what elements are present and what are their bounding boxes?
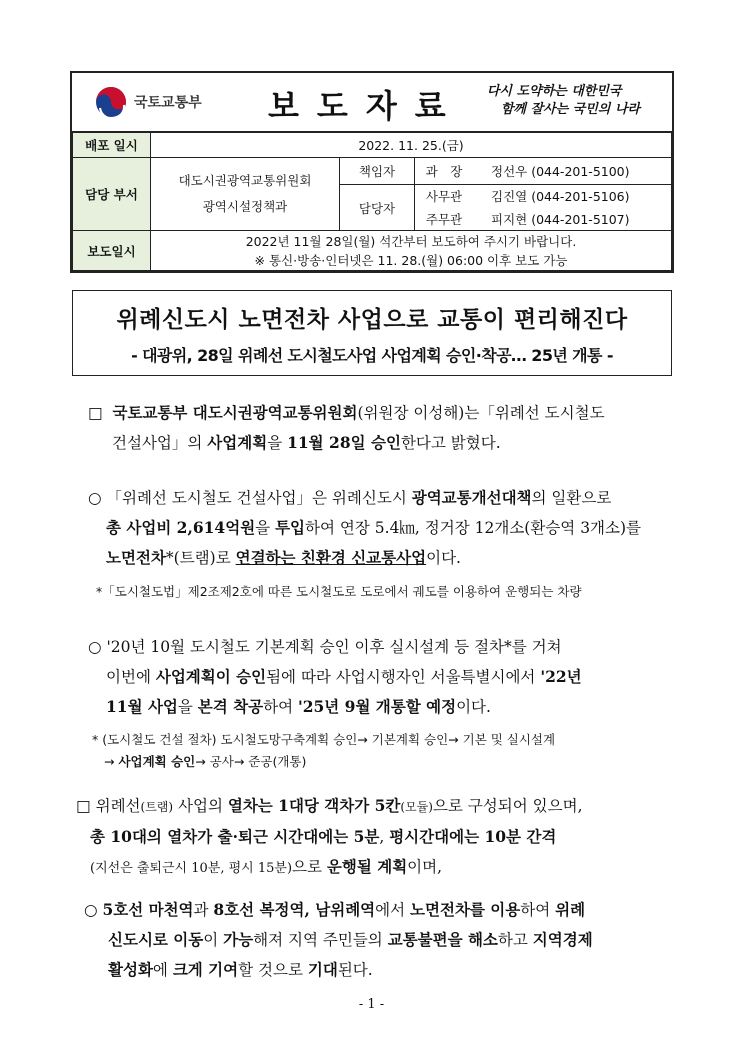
ministry-logo	[94, 85, 202, 119]
paragraph-1	[88, 398, 605, 458]
dept-name-line-2: 광역시설정책과	[202, 199, 288, 214]
p4-text: ,	[379, 828, 390, 846]
staff1-name: 김진열 (044-201-5106)	[473, 185, 672, 208]
responsible-title: 과 장	[415, 158, 474, 185]
square-bullet: □	[88, 404, 103, 422]
dept-label: 담당 부서	[73, 158, 151, 231]
paragraph-5	[84, 895, 593, 985]
page-number: - 1 -	[358, 997, 385, 1012]
footnote-2	[92, 729, 555, 773]
p5-bold: 위례	[555, 900, 586, 919]
p3-bold: 본격 착공	[197, 697, 264, 716]
p5-bold: 5호선 마천역	[102, 900, 194, 919]
responsible-name: 정선우 (044-201-5100)	[473, 158, 672, 185]
p5-bold: 활성화	[108, 960, 153, 979]
p3-text: 이다.	[456, 698, 491, 716]
dept-value	[151, 158, 340, 231]
dept-name-line-1: 대도시권광역교통위원회	[178, 173, 312, 188]
p4-bold: 운행될 계획	[326, 857, 408, 876]
p2-text: 하여 연장 5.4㎞, 정거장 12개소(환승역 3개소)를	[305, 519, 642, 537]
p4-bold: 열차는 1대당 객차가 5칸	[227, 796, 401, 815]
p2-text: 을	[255, 519, 276, 537]
p1-text: 한다고 밝혔다.	[400, 434, 501, 452]
p4-text: 위례선	[95, 797, 141, 815]
headline-title: 위례신도시 노면전차 사업으로 교통이 편리해진다	[116, 307, 628, 333]
responsible-label: 책임자	[340, 158, 415, 185]
ministry-name: 국토교통부	[134, 95, 202, 111]
doc-type-title: 보도자료	[268, 87, 464, 125]
p3-bold: '25년 9월 개통할 예정	[297, 697, 457, 716]
footnote-2-bold: 사업계획 승인	[118, 754, 196, 769]
p4-small: (트램)	[140, 800, 174, 814]
p1-text: 건설사업」의	[112, 434, 208, 452]
p5-bold: 노면전차를 이용	[410, 900, 521, 919]
dist-date-value: 2022. 11. 25.(금)	[151, 133, 672, 158]
p3-bold: 11월 사업	[106, 697, 178, 716]
p2-bold: 노면전차	[106, 548, 166, 567]
press-header	[70, 71, 674, 273]
p2-text: 이다.	[426, 549, 461, 567]
release-line-2: ※ 통신·방송·인터넷은 11. 28.(월) 06:00 이후 보도 가능	[254, 252, 568, 268]
release-label: 보도일시	[73, 231, 151, 271]
p4-text: 이며,	[407, 858, 443, 876]
footnote-2-text: → 공사→ 준공(개통)	[195, 754, 307, 769]
government-slogan	[487, 83, 640, 119]
p5-bold: 크게 기여	[172, 960, 239, 979]
p4-small: (지선은 출퇴근시 10분, 평시 15분)	[90, 861, 293, 876]
p3-text: 됨에 따라 사업시행자인 서울특별시에서	[266, 668, 541, 686]
p3-bold: 사업계획이 승인	[155, 667, 267, 686]
p5-bold: 기대	[307, 960, 338, 979]
footnote-2-line-1: * (도시철도 건설 절차) 도시철도망구축계획 승인→ 기본계획 승인→ 기본 및 실시설계	[92, 732, 556, 747]
headline-subtitle: - 대광위, 28일 위례선 도시철도사업 사업계획 승인·착공… 25년 개통 -	[131, 346, 613, 365]
p5-text: 에	[152, 961, 173, 979]
p5-text: 이	[203, 931, 224, 949]
p3-bold: '22년	[540, 667, 582, 686]
circle-bullet: ○	[88, 489, 102, 507]
info-table	[72, 132, 672, 271]
p4-bold: 총 10대의 열차가 출·퇴근 시간대에는 5분	[90, 827, 380, 846]
p2-text: *(트램)로	[165, 549, 236, 567]
release-line-1: 2022년 11월 28일(월) 석간부터 보도하여 주시기 바랍니다.	[245, 233, 577, 249]
footnote-1: *「도시철도법」제2조제2호에 따른 도시철도로 도로에서 궤도를 이용하여 운행되는 차량	[96, 584, 582, 599]
p5-text: 된다.	[337, 961, 373, 979]
release-value	[151, 231, 672, 271]
header-banner	[72, 73, 672, 132]
p5-text: 에서	[375, 901, 411, 919]
p5-text: 하여	[520, 901, 556, 919]
p2-bold: 투입	[275, 518, 306, 537]
footnote-2-text: →	[104, 754, 119, 769]
slogan-line-1: 다시 도약하는 대한민국	[486, 84, 622, 99]
staff1-title: 사무관	[415, 185, 474, 208]
p3-text: '20년 10월 도시철도 기본계획 승인 이후 실시설계 등 절차*를 거쳐	[106, 638, 562, 656]
p2-bold: 연결하는 친환경 신교통사업	[235, 548, 427, 567]
p2-text: 「위례선 도시철도 건설사업」은 위례신도시	[106, 489, 412, 507]
p2-text: 의 일환으로	[531, 489, 612, 507]
staff-label: 담당자	[340, 185, 415, 231]
staff2-name: 피지현 (044-201-5107)	[473, 208, 672, 231]
p1-subject: 국토교통부 대도시권광역교통위원회	[112, 403, 358, 422]
p5-text: 할 것으로	[238, 961, 308, 979]
p4-bold: 평시간대에는 10분 간격	[389, 827, 557, 846]
p4-text: 사업의	[173, 797, 228, 815]
p5-text: 하고	[497, 931, 533, 949]
p5-text: 과	[193, 901, 214, 919]
p2-bold: 광역교통개선대책	[411, 488, 532, 507]
p3-text: 하여	[263, 698, 298, 716]
dist-date-label: 배포 일시	[73, 133, 151, 158]
p4-small: (모듈)	[400, 800, 433, 814]
p4-text: 으로	[292, 858, 327, 876]
headline-box	[72, 290, 672, 376]
p2-bold: 총 사업비 2,614억원	[106, 518, 256, 537]
p5-bold: 교통불편을 해소	[387, 930, 498, 949]
staff2-title: 주무관	[415, 208, 474, 231]
p3-text: 을	[177, 698, 198, 716]
circle-bullet: ○	[88, 638, 102, 656]
p1-bold: 사업계획	[207, 433, 268, 452]
p1-bold: 11월 28일 승인	[287, 433, 401, 452]
p4-text: 으로 구성되어 있으며,	[432, 797, 583, 815]
p5-bold: 지역경제	[532, 930, 593, 949]
p1-text: (위원장 이성해)는「위례선 도시철도	[357, 404, 605, 422]
p5-bold: 신도시로 이동	[108, 930, 204, 949]
square-bullet: □	[76, 797, 91, 815]
p1-text: 을	[267, 434, 288, 452]
paragraph-4	[76, 791, 583, 884]
taegeuk-logo-icon	[94, 85, 128, 119]
slogan-line-2: 함께 잘사는 국민의 나라	[500, 102, 640, 117]
p5-bold: 8호선 복정역, 남위례역	[213, 900, 376, 919]
paragraph-2	[88, 483, 641, 573]
p3-text: 이번에	[106, 668, 156, 686]
p5-text: 해져 지역 주민들의	[253, 931, 388, 949]
circle-bullet: ○	[84, 901, 98, 919]
p5-bold: 가능	[223, 930, 254, 949]
paragraph-3	[88, 632, 582, 722]
